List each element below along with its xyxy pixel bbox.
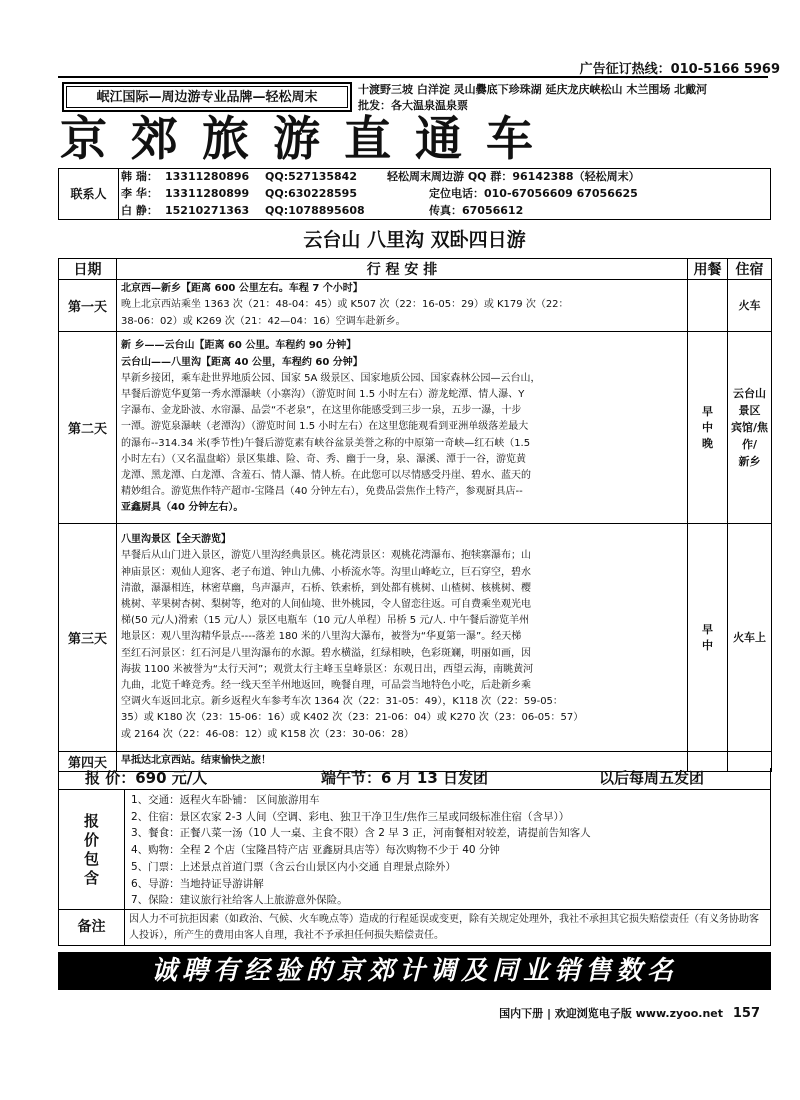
contact-name: 白 静： [121,204,158,217]
list-item: 2、住宿：景区农家 2-3 人间（空调、彩电、独卫干净卫生/焦作三星或同级标准住宿（含早）） [131,810,570,823]
header-lodging: 住宿 [728,259,772,280]
festival-departure: 端午节：6 月 13 日发团 [321,769,488,787]
wholesale-line: 批发：各大温泉温泉票 [358,99,468,112]
meals-cell: 早 中 晚 [688,332,728,524]
content-line: 地景区：观八里沟精华景点----落差 180 米的八里沟大瀑布，被誉为“华夏第一瀑”。经天梯 [121,631,522,643]
route-line: 北京西—新乡【距离 600 公里左右。车程 7 个小时】 [121,283,363,295]
content-line: 字瀑布、金龙卧波、水帘瀑、品尝“不老泉”，在这里你能感受到三步一泉，五步一瀑，十步 [121,405,522,417]
day-label: 第三天 [59,524,117,752]
content-line: 九曲，北览千峰竞秀。经一线天至羊州地返回，晚餐自理，可品尝当地特色小吃，后赴新乡乘 [121,680,531,691]
destinations-line: 十渡野三坡 白洋淀 灵山爨底下珍珠湖 延庆龙庆峡松山 木兰围场 北戴河 [358,83,708,96]
contact-label: 联系人 [59,169,119,219]
content-line: 空调火车返回北京。新乡返程火车参考车次 1364 次（22：31-05：49），K118 次（22：59-05： [121,696,563,708]
route-line: 新 乡——云台山【距离 60 公里。车程约 90 分钟】 [121,340,357,352]
content-line: 38-06：02）或 K269 次（21：42—04：16）空调车赴新乡。 [121,315,406,327]
contact-box [58,168,771,220]
content-line: 晚上北京西站乘坐 1363 次（21：48-04：45）或 K507 次（22：16-05：29）或 K179 次（22： [121,299,569,311]
includes-label: 报 价 包 含 [59,790,125,909]
content-line: 龙潭、黑龙潭、白龙潭、含羞石、情人瀑、情人桥。在此您可以尽情感受丹崖、碧水、蓝天的 [121,470,531,481]
day-label: 第四天 [59,752,117,772]
includes-list [131,792,591,909]
day-row [59,524,772,752]
contact-qq: QQ:527135842 [265,170,357,183]
contact-name: 李 华： [121,187,158,200]
top-divider [58,76,768,78]
ad-hotline: 广告征订热线：010-5166 5969 [579,62,780,77]
meals-cell [688,280,728,332]
day-content [117,332,688,524]
meals-cell: 早 中 [688,524,728,752]
content-line: 精妙组合。游览焦作特产超市-宝隆昌（40 分钟左右），免费品尝焦作土特产，参观厨具店-- [121,486,523,498]
price-bar [58,768,771,790]
content-line: 的瀑布--314.34 米(季节性)午餐后游览素有峡谷盆景美誉之称的中原第一奇峡—红石峡（1.5 [121,437,531,449]
header-itinerary: 行 程 安 排 [117,259,688,280]
day-row [59,280,772,332]
brand-slogan: 岷江国际—周边游专业品牌—轻松周末 [66,86,348,108]
day-label: 第一天 [59,280,117,332]
recruit-banner [58,952,771,990]
table-header-row [59,259,772,280]
itinerary-table [58,258,772,772]
content-line: 清澈，瀑瀑相连，林密草幽，鸟声瀑声，石桥、铁索桥，到处都有桃树、山楂树、核桃树、樱 [121,582,531,594]
list-item: 7、保险：建议旅行社给客人上旅游意外保险。 [131,894,348,907]
route-line: 云台山——八里沟【距离 40 公里，车程约 60 分钟】 [121,356,363,368]
lodging-cell: 火车上 [728,524,772,752]
day-content [117,280,688,332]
contact-extra: 传真：67056612 [429,204,524,217]
remarks-text: 因人力不可抗拒因素（如政治、气候、火车晚点等）造成的行程延误或变更，除有关规定处理外，我社不承担其它损失赔偿责任（有义务协助客人投诉），所产生的费用由客人自理，我社不予承担任何损失赔偿责任。 [129,914,759,941]
content-line: 神庙景区：观仙人迎客、老子布道、钟山九佛、小桥流水等。沟里山峰屹立，巨石穿空，碧水 [121,566,531,578]
content-line: 早餐后从山门进入景区，游览八里沟经典景区。桃花湾景区：观桃花湾瀑布、抱犊寨瀑布；山 [121,550,531,562]
contact-name: 韩 瑞： [121,170,158,183]
content-line: 海拔 1100 米被誉为“太行天河”；观赏太行主峰玉皇峰景区：东观日出，西望云海，南眺黄河 [121,663,534,675]
list-item: 1、交通：返程火车卧铺： 区间旅游用车 [131,794,320,806]
contact-extra: 轻松周末周边游 QQ 群：96142388（轻松周末） [387,170,640,183]
remarks-box [58,910,771,946]
day-label: 第二天 [59,332,117,524]
main-title: 京郊旅游直通车 [60,112,557,167]
content-line: 亚鑫厨具（40 分钟左右）。 [121,502,244,514]
price-includes-box [58,790,771,910]
day-row [59,332,772,524]
content-line: 梯(50 元/人)滑索（15 元/人）景区电瓶车（10 元/人单程）吊桥 5 元/人. 中午餐后游览羊州 [121,615,530,627]
price-label: 报 价：690 元/人 [85,769,208,787]
route-line: 八里沟景区【全天游览】 [121,534,231,546]
list-item: 3、餐食：正餐八菜一汤（10 人一桌、主食不限）含 2 早 3 正，河南餐相对较差，请提前告知客人 [131,827,591,840]
content-line: 早抵达北京西站。结束愉快之旅！ [121,755,271,767]
content-line: 早新乡接团，乘车赴世界地质公园、国家 5A 级景区、国家地质公园、国家森林公园—云台山， [121,372,541,384]
content-line: 桃树、苹果树杏树、梨树等，绝对的人间仙境、世外桃园，令人留恋往返。可自费乘坐观光电 [121,598,531,610]
brand-box [62,82,352,112]
list-item: 5、门票：上述景点首道门票（含云台山景区内小交通 自理景点除外） [131,860,457,873]
content-line: 小时左右）（又名温盘峪）景区集雄、险、奇、秀、幽于一身，泉、瀑溪、潭于一谷，游览黄 [121,453,526,465]
content-line: 早餐后游览华夏第一秀水潭瀑峡（小寨沟）（游览时间 1.5 小时左右）游龙蛇潭、情人瀑、Y [121,388,525,400]
page-number: 157 [732,1006,760,1021]
content-line: 或 2164 次（22：46-08：12）或 K158 次（23：30-06：28） [121,728,414,740]
page-footer [499,1005,760,1021]
lodging-cell: 火车 [728,280,772,332]
content-line: 35）或 K180 次（23：15-06：16）或 K402 次（23：21-06：04）或 K270 次（23：06-05：57） [121,712,584,724]
header-meals: 用餐 [688,259,728,280]
contact-phone: 13311280899 [165,187,250,200]
banner-text: 诚聘有经验的京郊计调及同业销售数名 [150,956,678,986]
list-item: 4、购物：全程 2 个店（宝隆昌特产店 亚鑫厨具店等）每次购物不少于 40 分钟 [131,844,500,857]
contact-phone: 13311280896 [165,170,250,183]
footer-text: 国内下册 | 欢迎浏览电子版 www.zyoo.net [499,1007,724,1020]
remarks-label: 备注 [59,910,125,945]
tour-title: 云台山 八里沟 双卧四日游 [303,229,526,251]
lodging-cell: 云台山景区 宾馆/焦作/ 新乡 [728,332,772,524]
contact-qq: QQ:1078895608 [265,204,365,217]
day-content [117,524,688,752]
contact-qq: QQ:630228595 [265,187,357,200]
content-line: 至红石河景区：红石河是八里沟瀑布的水源。碧水横溢，红绿相映，色彩斑斓，明丽如画，因 [121,647,531,659]
weekly-departure: 以后每周五发团 [599,769,705,787]
list-item: 6、导游：当地持证导游讲解 [131,877,264,890]
contact-phone: 15210271363 [165,204,250,217]
content-line: 一潭。游览泉瀑峡（老潭沟）（游览时间 1.5 小时左右）在这里您能观看到亚洲单级落差最大 [121,421,529,433]
header-date: 日期 [59,259,117,280]
contact-extra: 定位电话：010-67056609 67056625 [429,187,638,200]
